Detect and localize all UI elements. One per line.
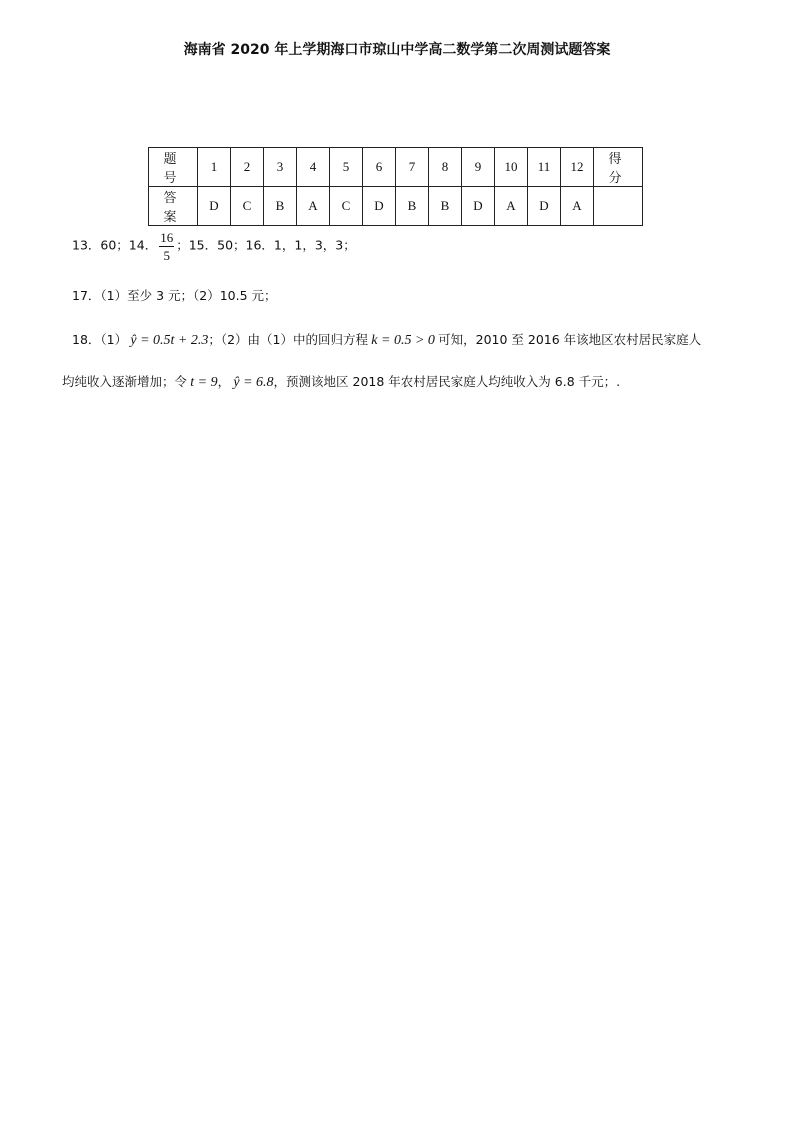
table-cell: A <box>561 187 594 226</box>
table-header-score: 得 分 <box>594 148 643 187</box>
table-header-question-number: 题 号 <box>149 148 198 187</box>
table-cell: A <box>297 187 330 226</box>
answer-text: ；15．50；16．1，1，3，3； <box>176 237 356 253</box>
table-cell: B <box>396 187 429 226</box>
table-cell: 1 <box>198 148 231 187</box>
table-cell: D <box>363 187 396 226</box>
answer-text: ；（2）由（1）中的回归方程 <box>208 332 369 347</box>
table-cell: 3 <box>264 148 297 187</box>
table-cell: 7 <box>396 148 429 187</box>
table-cell: C <box>231 187 264 226</box>
table-cell: 4 <box>297 148 330 187</box>
answer-table <box>148 147 643 226</box>
answer-text: 13．60；14． <box>72 237 158 253</box>
table-cell: D <box>198 187 231 226</box>
fraction-numerator: 16 <box>160 230 174 245</box>
table-row <box>149 187 643 226</box>
answer-line-13-16 <box>72 229 356 264</box>
score-cell <box>594 187 643 226</box>
table-cell: 8 <box>429 148 462 187</box>
fraction <box>159 229 174 264</box>
table-cell: C <box>330 187 363 226</box>
answer-line-17: 17．（1）至少 3 元；（2）10.5 元； <box>72 288 277 303</box>
table-header-answer: 答 案 <box>149 187 198 226</box>
table-cell: D <box>462 187 495 226</box>
table-cell: A <box>495 187 528 226</box>
answer-text: 均纯收入逐渐增加；令 <box>62 374 188 389</box>
page-title: 海南省 2020 年上学期海口市琼山中学高二数学第二次周测试题答案 <box>183 42 611 58</box>
slope-inequality: k = 0.5 > 0 <box>371 333 435 348</box>
prediction-value: ŷ = 6.8 <box>233 375 274 390</box>
answer-text: 可知，2010 至 2016 年该地区农村居民家庭人 <box>438 332 702 347</box>
t-value: t = 9 <box>190 375 218 390</box>
table-cell: 9 <box>462 148 495 187</box>
answer-text: 18．（1） <box>72 332 128 347</box>
table-cell: 5 <box>330 148 363 187</box>
table-cell: B <box>264 187 297 226</box>
answer-text: ，预测该地区 2018 年农村居民家庭人均纯收入为 6.8 千元；. <box>273 374 621 389</box>
answer-line-18 <box>72 330 701 349</box>
table-cell: 2 <box>231 148 264 187</box>
table-cell: D <box>528 187 561 226</box>
table-cell: 11 <box>528 148 561 187</box>
table-cell: B <box>429 187 462 226</box>
answer-text: ， <box>217 374 231 389</box>
table-row <box>149 148 643 187</box>
table-cell: 6 <box>363 148 396 187</box>
table-cell: 10 <box>495 148 528 187</box>
table-cell: 12 <box>561 148 594 187</box>
regression-equation: ŷ = 0.5t + 2.3 <box>130 333 209 348</box>
fraction-denominator: 5 <box>163 248 170 263</box>
answer-line-18-cont <box>62 372 620 391</box>
